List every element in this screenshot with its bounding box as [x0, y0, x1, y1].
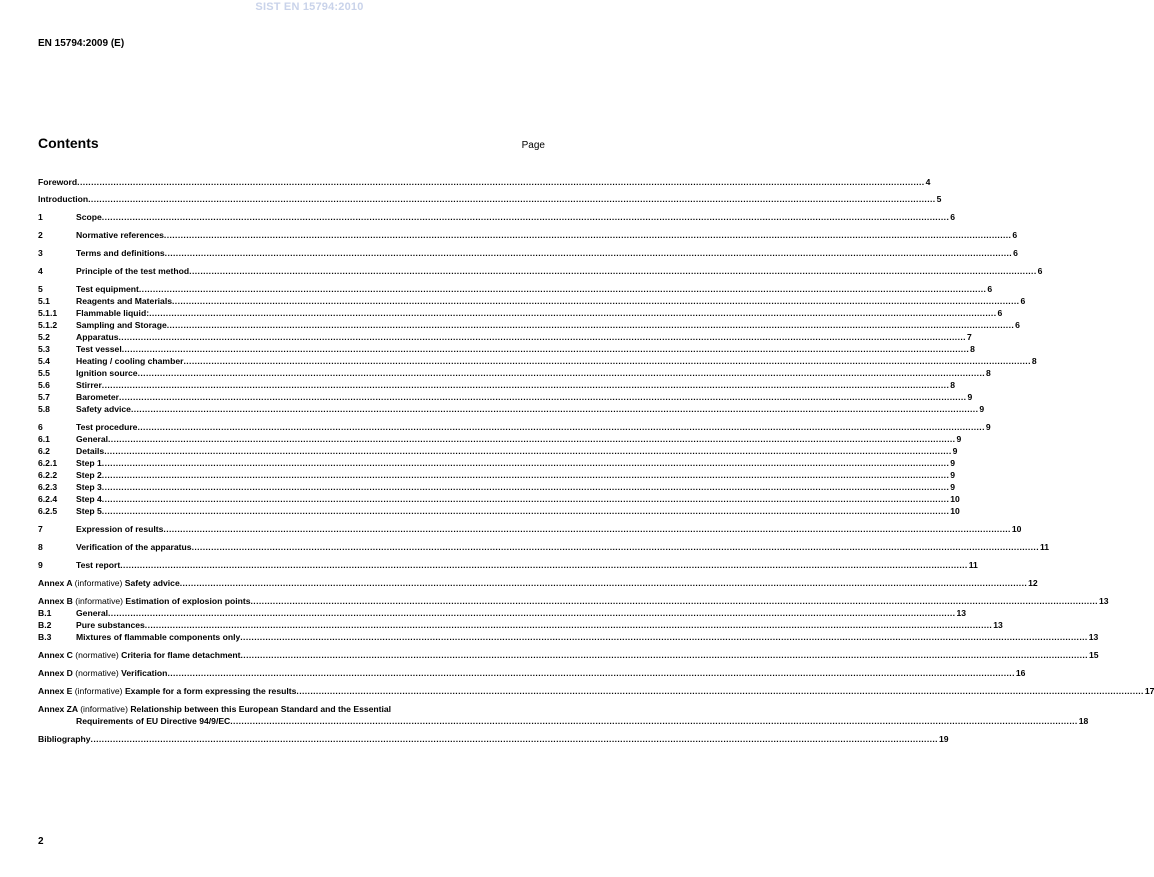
toc-entry[interactable] [38, 307, 1003, 319]
toc-page-number: 10 [1011, 524, 1022, 534]
toc-page-number: 12 [1028, 578, 1038, 588]
toc-entry-title: Step 2 [76, 470, 102, 480]
toc-entry[interactable] [38, 331, 972, 343]
toc-page-number: 13 [956, 608, 967, 618]
toc-section-number: 6.2.5 [38, 506, 58, 516]
dot-leader [192, 541, 1039, 553]
dot-leader [102, 211, 949, 223]
toc-entry[interactable] [38, 469, 956, 481]
toc-section-number: 9 [38, 560, 43, 570]
toc-page-number: 9 [950, 458, 956, 468]
toc-entry-title: Test procedure [76, 422, 138, 432]
toc-page-number: 8 [970, 344, 975, 354]
toc-entry-title: Test equipment [76, 284, 139, 294]
toc-entry[interactable] [38, 541, 1050, 553]
toc-entry-title: Stirrer [76, 380, 102, 390]
toc-entry[interactable] [38, 295, 1026, 307]
dot-leader [163, 523, 1010, 535]
dot-leader [120, 559, 967, 571]
dot-leader [131, 403, 978, 415]
dot-leader [119, 391, 966, 403]
dot-leader [138, 367, 985, 379]
toc-entry[interactable] [38, 343, 975, 355]
toc-entry[interactable] [38, 229, 1018, 241]
page-number: 2 [38, 836, 44, 847]
dot-leader [145, 619, 992, 631]
toc-entry[interactable] [38, 379, 956, 391]
toc-entry-title: Barometer [76, 392, 119, 402]
dot-leader [165, 247, 1012, 259]
toc-section-number: 4 [38, 266, 43, 276]
dot-leader [91, 733, 938, 745]
dot-leader [137, 421, 984, 433]
dot-leader [104, 445, 951, 457]
annex-kind: (normative) [75, 650, 119, 660]
toc-page-number: 9 [950, 470, 956, 480]
toc-entry[interactable] [38, 631, 1099, 643]
toc-entry[interactable] [38, 703, 1089, 727]
toc-entry-title: Estimation of explosion points [125, 596, 251, 606]
toc-page-number: 13 [1088, 632, 1099, 642]
toc-section-number: 5.8 [38, 404, 50, 414]
toc-entry-title: Step 1 [76, 458, 102, 468]
toc-section-number: 3 [38, 248, 43, 258]
dot-leader [180, 577, 1027, 589]
toc-entry[interactable] [38, 176, 931, 188]
dot-leader [241, 649, 1088, 661]
dot-leader [189, 265, 1036, 277]
annex-label: Annex A [38, 578, 73, 588]
toc-entry-title: Sampling and Storage [76, 320, 167, 330]
toc-entry[interactable] [38, 667, 1026, 679]
toc-entry-title: Introduction [38, 194, 89, 204]
toc-page-number: 6 [1015, 320, 1020, 330]
dot-leader [230, 715, 1077, 727]
toc-entry-title: Apparatus [76, 332, 119, 342]
toc-section-number: 5.2 [38, 332, 50, 342]
toc-entry[interactable] [38, 619, 1003, 631]
toc-section-number: 6.2.1 [38, 458, 58, 468]
annex-kind: (normative) [75, 668, 119, 678]
toc-page-number: 9 [985, 422, 991, 432]
toc-entry-title: Example for a form expressing the results [124, 686, 297, 696]
toc-entry[interactable] [38, 559, 978, 571]
dot-leader [164, 229, 1011, 241]
toc-page-number: 10 [950, 506, 960, 516]
toc-entry[interactable] [38, 733, 949, 745]
toc-page-number: 9 [967, 392, 973, 402]
toc-section-number: 5.4 [38, 356, 50, 366]
dot-leader [139, 283, 986, 295]
toc-page-number: 10 [950, 494, 960, 504]
toc-entry-title: Scope [76, 212, 102, 222]
toc-entry[interactable] [38, 391, 973, 403]
toc-section-number: 5.7 [38, 392, 50, 402]
toc-entry-title: Bibliography [38, 734, 91, 744]
table-of-contents [38, 176, 1154, 745]
toc-section-number: 2 [38, 230, 43, 240]
toc-entry[interactable] [38, 445, 958, 457]
toc-entry[interactable] [38, 367, 991, 379]
toc-page-number: 6 [997, 308, 1003, 318]
toc-entry-title: Principle of the test method [76, 266, 190, 276]
annex-kind: (informative) [74, 686, 123, 696]
annex-label: Annex D [38, 668, 73, 678]
toc-entry-title: Step 5 [76, 506, 102, 516]
toc-entry-title: Verification of the apparatus [76, 542, 192, 552]
dot-leader [251, 595, 1098, 607]
toc-entry[interactable] [38, 523, 1022, 535]
toc-section-number: 5.1.1 [38, 308, 58, 318]
toc-page-number: 8 [986, 368, 991, 378]
toc-entry-title: Safety advice [124, 578, 180, 588]
toc-entry[interactable] [38, 457, 956, 469]
toc-entry[interactable] [38, 211, 956, 223]
dot-leader [88, 193, 935, 205]
toc-section-number: 5.3 [38, 344, 50, 354]
toc-entry-title: Step 4 [76, 494, 102, 504]
toc-entry-title: Test vessel [76, 344, 122, 354]
dot-leader [102, 493, 949, 505]
toc-section-number: 5.5 [38, 368, 50, 378]
toc-entry[interactable] [38, 355, 1037, 367]
dot-leader [102, 481, 949, 493]
contents-title: Contents [38, 135, 99, 151]
toc-page-number: 6 [987, 284, 993, 294]
watermark: SIST EN 15794:2010 [255, 1, 364, 13]
toc-page-number: 9 [979, 404, 985, 414]
toc-entry[interactable] [38, 595, 1109, 607]
toc-entry[interactable] [38, 607, 967, 619]
toc-entry-title: Terms and definitions [76, 248, 165, 258]
toc-page-number: 11 [968, 560, 978, 570]
dot-leader [77, 176, 924, 188]
toc-entry[interactable] [38, 577, 1038, 589]
toc-page-number: 11 [1040, 542, 1050, 552]
dot-leader [122, 343, 969, 355]
toc-section-number: 5.1 [38, 296, 50, 306]
toc-entry-title: Verification [121, 668, 168, 678]
toc-section-number: B.2 [38, 620, 52, 630]
toc-section-number: B.1 [38, 608, 52, 618]
dot-leader [108, 607, 955, 619]
toc-page-number: 6 [1037, 266, 1043, 276]
document-id: EN 15794:2009 (E) [38, 38, 125, 49]
dot-leader [167, 667, 1014, 679]
toc-entry-title: Details [76, 446, 105, 456]
toc-page-number: 9 [952, 446, 958, 456]
toc-entry-title: Test report [76, 560, 121, 570]
dot-leader [108, 433, 955, 445]
dot-leader [183, 355, 1030, 367]
toc-entry[interactable] [38, 493, 960, 505]
toc-page-number: 13 [993, 620, 1003, 630]
toc-page-number: 16 [1015, 668, 1026, 678]
toc-page-number: 9 [956, 434, 962, 444]
toc-section-number: B.3 [38, 632, 52, 642]
toc-entry[interactable] [38, 481, 956, 493]
toc-section-number: 6.2 [38, 446, 50, 456]
toc-page-number: 6 [1012, 230, 1018, 240]
toc-page-number: 19 [938, 734, 949, 744]
toc-entry[interactable] [38, 421, 991, 433]
toc-entry[interactable] [38, 685, 1154, 697]
toc-page-number: 18 [1078, 716, 1089, 726]
toc-page-number: 15 [1088, 650, 1099, 660]
toc-section-number: 6.2.2 [38, 470, 58, 480]
annex-label: Annex C [38, 650, 73, 660]
toc-entry-title: Ignition source [76, 368, 138, 378]
toc-section-number: 1 [38, 212, 43, 222]
toc-entry[interactable] [38, 433, 962, 445]
dot-leader [172, 295, 1019, 307]
toc-page-number: 13 [1098, 596, 1109, 606]
toc-entry-title: Mixtures of flammable components only [76, 632, 241, 642]
toc-page-number: 4 [925, 177, 931, 187]
toc-page-number: 7 [966, 332, 972, 342]
dot-leader [102, 469, 949, 481]
annex-label: Annex E [38, 686, 73, 696]
toc-section-number: 5.1.2 [38, 320, 58, 330]
toc-page-number: 6 [950, 212, 956, 222]
toc-entry-title: General [76, 608, 109, 618]
toc-entry-title: Foreword [38, 177, 78, 187]
toc-entry-title: Expression of results [76, 524, 164, 534]
dot-leader [119, 331, 966, 343]
toc-entry-title: General [76, 434, 109, 444]
toc-entry[interactable] [38, 505, 960, 517]
toc-section-number: 6.2.3 [38, 482, 58, 492]
dot-leader [167, 319, 1014, 331]
toc-entry[interactable] [38, 319, 1020, 331]
toc-entry[interactable] [38, 283, 993, 295]
toc-entry-title: Flammable liquid: [76, 308, 150, 318]
toc-entry-title: Normative references [76, 230, 164, 240]
toc-page-number: 17 [1144, 686, 1154, 696]
toc-section-number: 6 [38, 422, 43, 432]
annex-label: Annex ZA [38, 704, 78, 714]
page-column-label: Page [521, 140, 545, 151]
dot-leader [296, 685, 1143, 697]
annex-kind: (informative) [75, 596, 124, 606]
toc-section-number: 5.6 [38, 380, 50, 390]
dot-leader [149, 307, 996, 319]
dot-leader [240, 631, 1087, 643]
toc-entry-title: Relationship between this European Standard and the Essential [130, 704, 392, 714]
toc-entry-title-line2: Requirements of EU Directive 94/9/EC [76, 716, 231, 726]
toc-entry-title: Safety advice [76, 404, 131, 414]
toc-entry[interactable] [38, 649, 1099, 661]
toc-page-number: 8 [950, 380, 956, 390]
toc-page-number: 9 [950, 482, 956, 492]
toc-section-number: 5 [38, 284, 43, 294]
toc-entry[interactable] [38, 403, 985, 415]
toc-page-number: 6 [1020, 296, 1026, 306]
toc-entry[interactable] [38, 265, 1043, 277]
toc-section-number: 7 [38, 524, 43, 534]
dot-leader [102, 457, 949, 469]
toc-page-number: 5 [936, 194, 942, 204]
dot-leader [102, 379, 949, 391]
toc-entry-title: Pure substances [76, 620, 145, 630]
toc-entry-title: Criteria for flame detachment [121, 650, 241, 660]
toc-page-number: 6 [1013, 248, 1018, 258]
dot-leader [102, 505, 949, 517]
toc-entry-title: Heating / cooling chamber [76, 356, 184, 366]
annex-kind: (informative) [74, 578, 123, 588]
toc-entry[interactable] [38, 193, 942, 205]
annex-label: Annex B [38, 596, 73, 606]
toc-entry-title: Reagents and Materials [76, 296, 172, 306]
toc-section-number: 6.2.4 [38, 494, 58, 504]
toc-entry[interactable] [38, 247, 1018, 259]
toc-section-number: 6.1 [38, 434, 50, 444]
annex-kind: (informative) [80, 704, 128, 714]
toc-page-number: 8 [1031, 356, 1037, 366]
toc-entry-title: Step 3 [76, 482, 102, 492]
toc-section-number: 8 [38, 542, 43, 552]
